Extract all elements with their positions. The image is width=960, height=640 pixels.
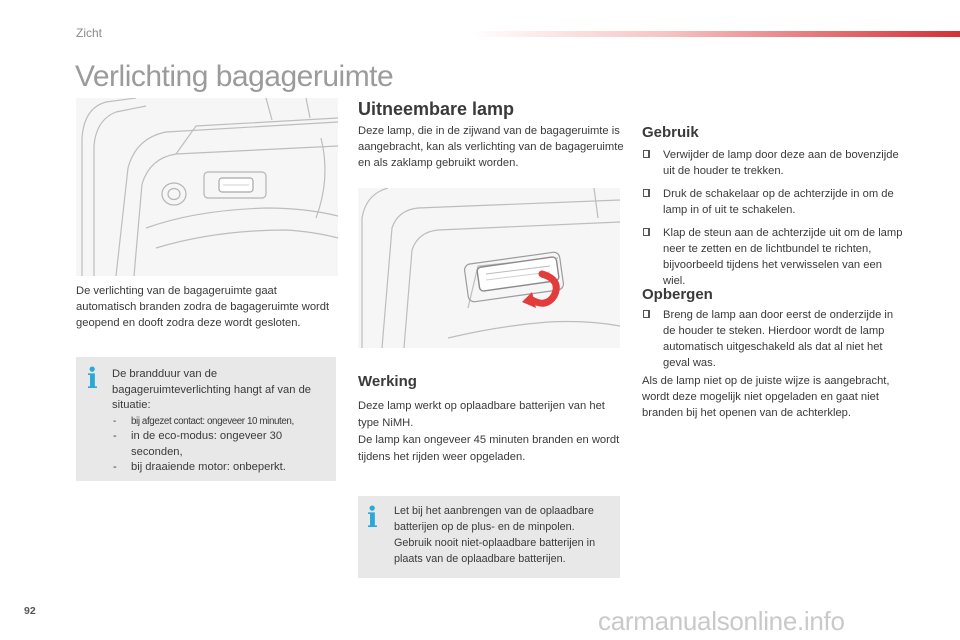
list-item: - bij draaiende motor: onbeperkt. (112, 460, 330, 476)
opbergen-list (642, 307, 907, 371)
section-heading-gebruik: Gebruik (642, 124, 699, 141)
header-accent-bar (470, 31, 960, 37)
checkbox-bullet-icon (643, 310, 650, 318)
list-item-text: Druk de schakelaar op de achterzijde in om de lamp in of uit te schakelen. (663, 188, 894, 216)
watermark: carmanualsonline.info (598, 606, 845, 636)
opbergen-paragraph: Als de lamp niet op de juiste wijze is aangebracht, wordt deze mogelijk niet opgeladen en gaat niet branden bij het openen van de achterklep. (642, 375, 890, 419)
removable-lamp-intro: Deze lamp, die in de zijwand van de bagageruimte is aangebracht, kan als verlichting van de bagageruimte en als zaklamp gebruikt worden. (358, 125, 624, 169)
duration-list (112, 414, 330, 476)
page-title: Verlichting bagageruimte (75, 60, 394, 93)
list-item-text: Klap de steun aan de achterzijde uit om de lamp neer te zetten en de lichtbundel te richten, bijvoorbeeld tijdens het verwisselen van een wiel. (663, 227, 903, 287)
werking-text-duration: De lamp kan ongeveer 45 minuten branden en wordt tijdens het rijden weer opgeladen. (358, 434, 620, 463)
werking-text (358, 398, 620, 466)
trunk-lighting-intro: De verlichting van de bagageruimte gaat automatisch branden zodra de bagageruimte wordt geopend en dooft zodra deze wordt gesloten. (76, 285, 330, 329)
removable-lamp-illustration (358, 188, 620, 348)
list-item: - in de eco-modus: ongeveer 30 seconden, (112, 429, 330, 460)
info-box-lead: De brandduur van de bagageruimteverlichting hangt af van de situatie: (112, 368, 312, 411)
page-number: 92 (24, 605, 36, 617)
list-item (642, 147, 907, 179)
list-item (642, 186, 907, 218)
gebruik-list (642, 147, 907, 296)
list-item: - bij afgezet contact: ongeveer 10 minuten, (112, 414, 330, 430)
checkbox-bullet-icon (643, 228, 650, 236)
info-icon: i (87, 362, 98, 395)
battery-type-warning: Gebruik nooit niet-oplaadbare batterijen in plaats van de oplaadbare batterijen. (394, 537, 596, 565)
info-box-batteries (358, 496, 620, 578)
list-item-text: Breng de lamp aan door eerst de onderzijde in de houder te steken. Hierdoor wordt de lamp automatisch uitgeschakeld als dat al niet het geval was. (663, 309, 894, 369)
checkbox-bullet-icon (643, 150, 650, 158)
checkbox-bullet-icon (643, 189, 650, 197)
list-item (642, 225, 907, 289)
info-icon: i (367, 501, 378, 534)
trunk-lighting-illustration (76, 98, 338, 276)
info-box-duration (76, 357, 336, 481)
section-label: Zicht (76, 26, 103, 40)
list-item-text: Verwijder de lamp door deze aan de bovenzijde uit de houder te trekken. (663, 149, 899, 177)
section-heading-werking: Werking (358, 373, 417, 390)
battery-polarity-note: Let bij het aanbrengen van de oplaadbare batterijen op de plus- en de minpolen. (394, 505, 594, 533)
werking-text-battery: Deze lamp werkt op oplaadbare batterijen van het type NiMH. (358, 400, 605, 429)
section-heading-opbergen: Opbergen (642, 286, 713, 303)
list-item (642, 307, 907, 371)
section-heading-uitneembare-lamp: Uitneembare lamp (358, 99, 515, 119)
